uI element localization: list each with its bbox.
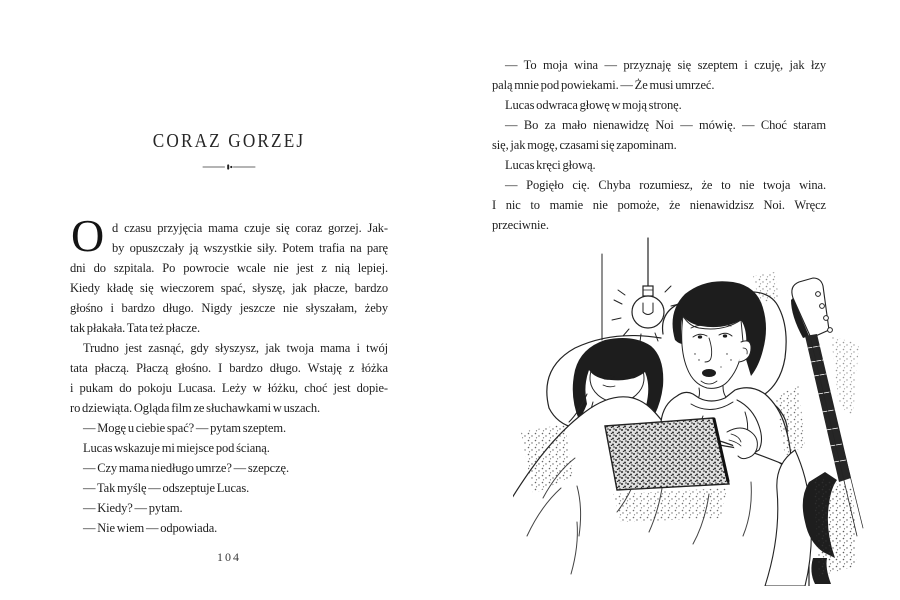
text-line: ro dziewiąta. Ogląda film ze słuchawkami w uszach. bbox=[70, 401, 321, 415]
text-line: palą mnie pod powiekami. — Że musi umrzeć. bbox=[492, 78, 715, 92]
text-line: Lucas wskazuje mi miejsce pod ścianą. bbox=[83, 441, 270, 455]
text-line: się, jak mogę, czasami się zapominam. bbox=[492, 138, 677, 152]
text-line: Kiedy kładę się wieczorem spać, słyszę, jak płacze, bardzo bbox=[70, 281, 388, 295]
text-line: — Pogięło cię. Chyba rozumiesz, że to nie twoja wina. bbox=[505, 178, 826, 192]
chapter-ornament-icon bbox=[70, 158, 388, 176]
text-line: przeciwnie. bbox=[492, 218, 549, 232]
text-line: — Mogę u ciebie spać? — pytam szeptem. bbox=[83, 421, 287, 435]
text-line: — Bo za mało nienawidzę Noi — mówię. — Choć staram bbox=[505, 118, 826, 132]
text-line: Lucas odwraca głowę w moją stronę. bbox=[505, 98, 682, 112]
text-line: — To moja wina — przyznaję się szeptem i czuję, jak łzy bbox=[505, 58, 826, 72]
page-number: 104 bbox=[217, 550, 241, 564]
text-line: tak płakała. Tata też płacze. bbox=[70, 321, 201, 335]
text-line: tata płaczą. Płaczą głośno. I bardzo długo. Wstaję z łóżka bbox=[70, 361, 388, 375]
chapter-title: CORAZ GORZEJ bbox=[152, 130, 306, 152]
left-page-text bbox=[70, 218, 388, 538]
bed-illustration bbox=[513, 236, 875, 586]
text-line: d czasu przyjęcia mama czuje się coraz gorzej. Jak- bbox=[112, 221, 388, 235]
drop-cap: O bbox=[71, 210, 105, 261]
right-page-text bbox=[492, 55, 826, 235]
text-line: dni do szpitala. Po powrocie wcale nie jest z nią lepiej. bbox=[70, 261, 388, 275]
text-line: I nic to mamie nie pomoże, że nienawidzisz Noi. Wręcz bbox=[492, 198, 826, 212]
text-line: by opuszczały ją wszystkie siły. Potem trafia na parę bbox=[112, 241, 388, 255]
text-line: głośno i bardzo długo. Nigdy jeszcze nie słyszałam, żeby bbox=[70, 301, 388, 315]
text-line: — Tak myślę — odszeptuje Lucas. bbox=[83, 481, 250, 495]
text-line: — Nie wiem — odpowiada. bbox=[83, 521, 218, 535]
text-line: i pukam do pokoju Lucasa. Leży w łóżku, choć jest dopie- bbox=[70, 381, 388, 395]
text-line: — Czy mama niedługo umrze? — szepczę. bbox=[83, 461, 290, 475]
text-line: — Kiedy? — pytam. bbox=[83, 501, 183, 515]
text-line: Trudno jest zasnąć, gdy słyszysz, jak twoja mama i twój bbox=[83, 341, 388, 355]
laptop bbox=[605, 418, 729, 490]
text-line: Lucas kręci głową. bbox=[505, 158, 596, 172]
